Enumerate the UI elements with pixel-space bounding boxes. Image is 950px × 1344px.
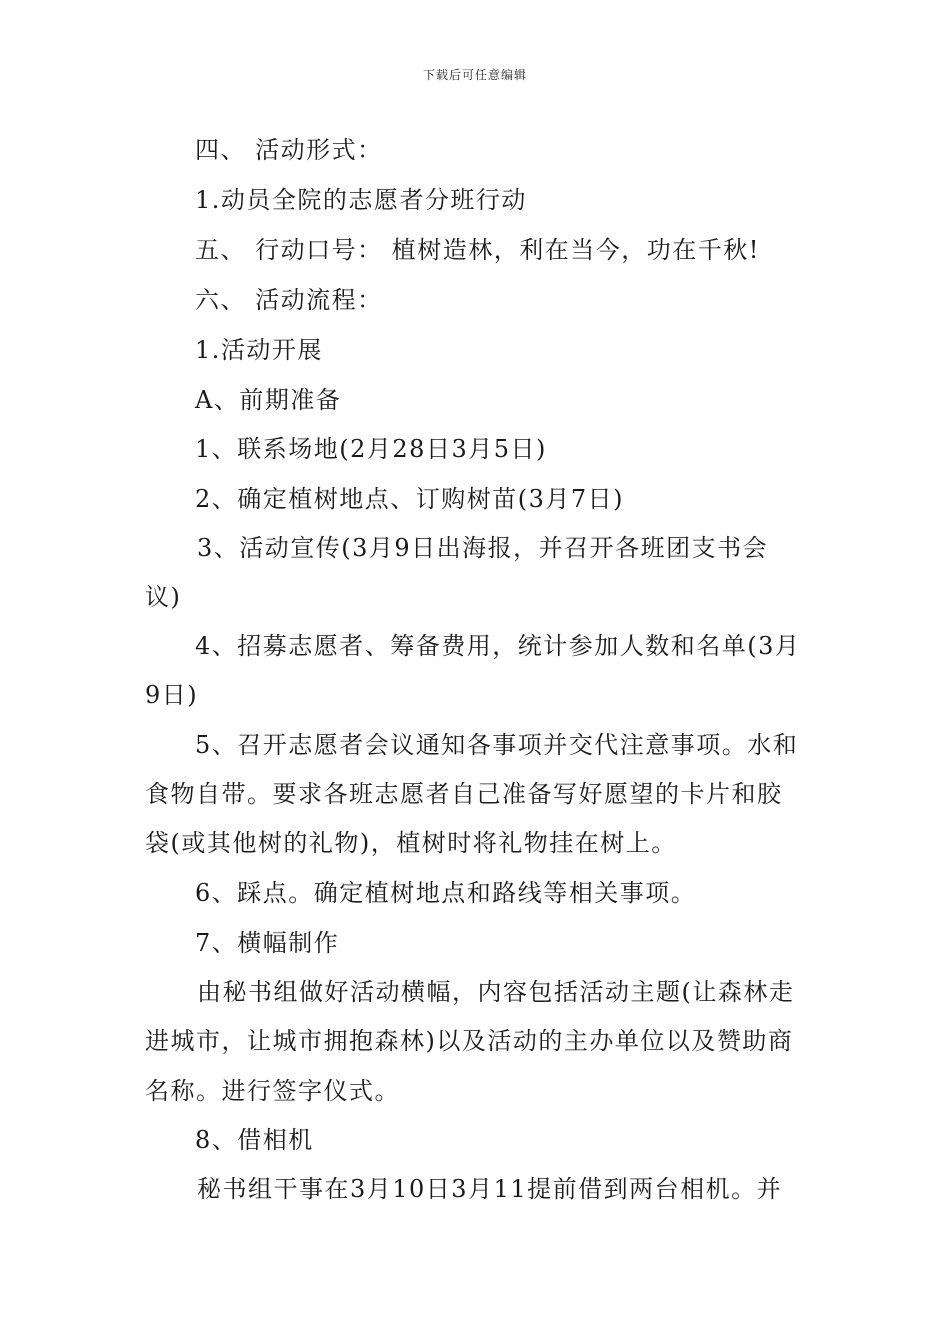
camera-paragraph: 秘书组干事在3月10日3月11提前借到两台相机。并 xyxy=(197,1175,783,1203)
prep-step-5-cont-2: 袋(或其他树的礼物)，植树时将礼物挂在树上。 xyxy=(145,829,677,857)
prep-step-3-cont: 议) xyxy=(145,583,182,611)
process-item-1: 1.活动开展 xyxy=(195,336,323,364)
prep-step-3: 3、活动宣传(3月9日出海报，并召开各班团支书会 xyxy=(197,534,769,562)
banner-paragraph-3: 名称。进行签字仪式。 xyxy=(145,1077,400,1105)
section-title-form: 四、 活动形式： xyxy=(195,136,383,164)
process-subtitle-a: A、前期准备 xyxy=(195,386,342,414)
banner-paragraph-2: 进城市，让城市拥抱森林)以及活动的主办单位以及赞助商 xyxy=(145,1027,794,1055)
banner-paragraph-1: 由秘书组做好活动横幅，内容包括活动主题(让森林走 xyxy=(197,978,795,1006)
prep-step-2: 2、确定植树地点、订购树苗(3月7日) xyxy=(195,485,625,513)
prep-step-8: 8、借相机 xyxy=(195,1126,314,1154)
header-note: 下载后可任意编辑 xyxy=(422,68,527,82)
section-title-process: 六、 活动流程： xyxy=(195,286,383,314)
prep-step-5: 5、召开志愿者会议通知各事项并交代注意事项。水和 xyxy=(195,731,799,759)
prep-step-4: 4、招募志愿者、筹备费用，统计参加人数和名单(3月 xyxy=(195,632,801,660)
prep-step-6: 6、踩点。确定植树地点和路线等相关事项。 xyxy=(195,879,697,907)
form-item-1: 1.动员全院的志愿者分班行动 xyxy=(195,186,527,214)
section-title-slogan: 五、 行动口号： 植树造林，利在当今，功在千秋! xyxy=(195,236,760,264)
prep-step-4-cont: 9日) xyxy=(145,681,199,709)
prep-step-5-cont-1: 食物自带。要求各班志愿者自己准备写好愿望的卡片和胶 xyxy=(145,780,783,808)
prep-step-7: 7、横幅制作 xyxy=(195,929,340,957)
prep-step-1: 1、联系场地(2月28日3月5日) xyxy=(195,435,547,463)
